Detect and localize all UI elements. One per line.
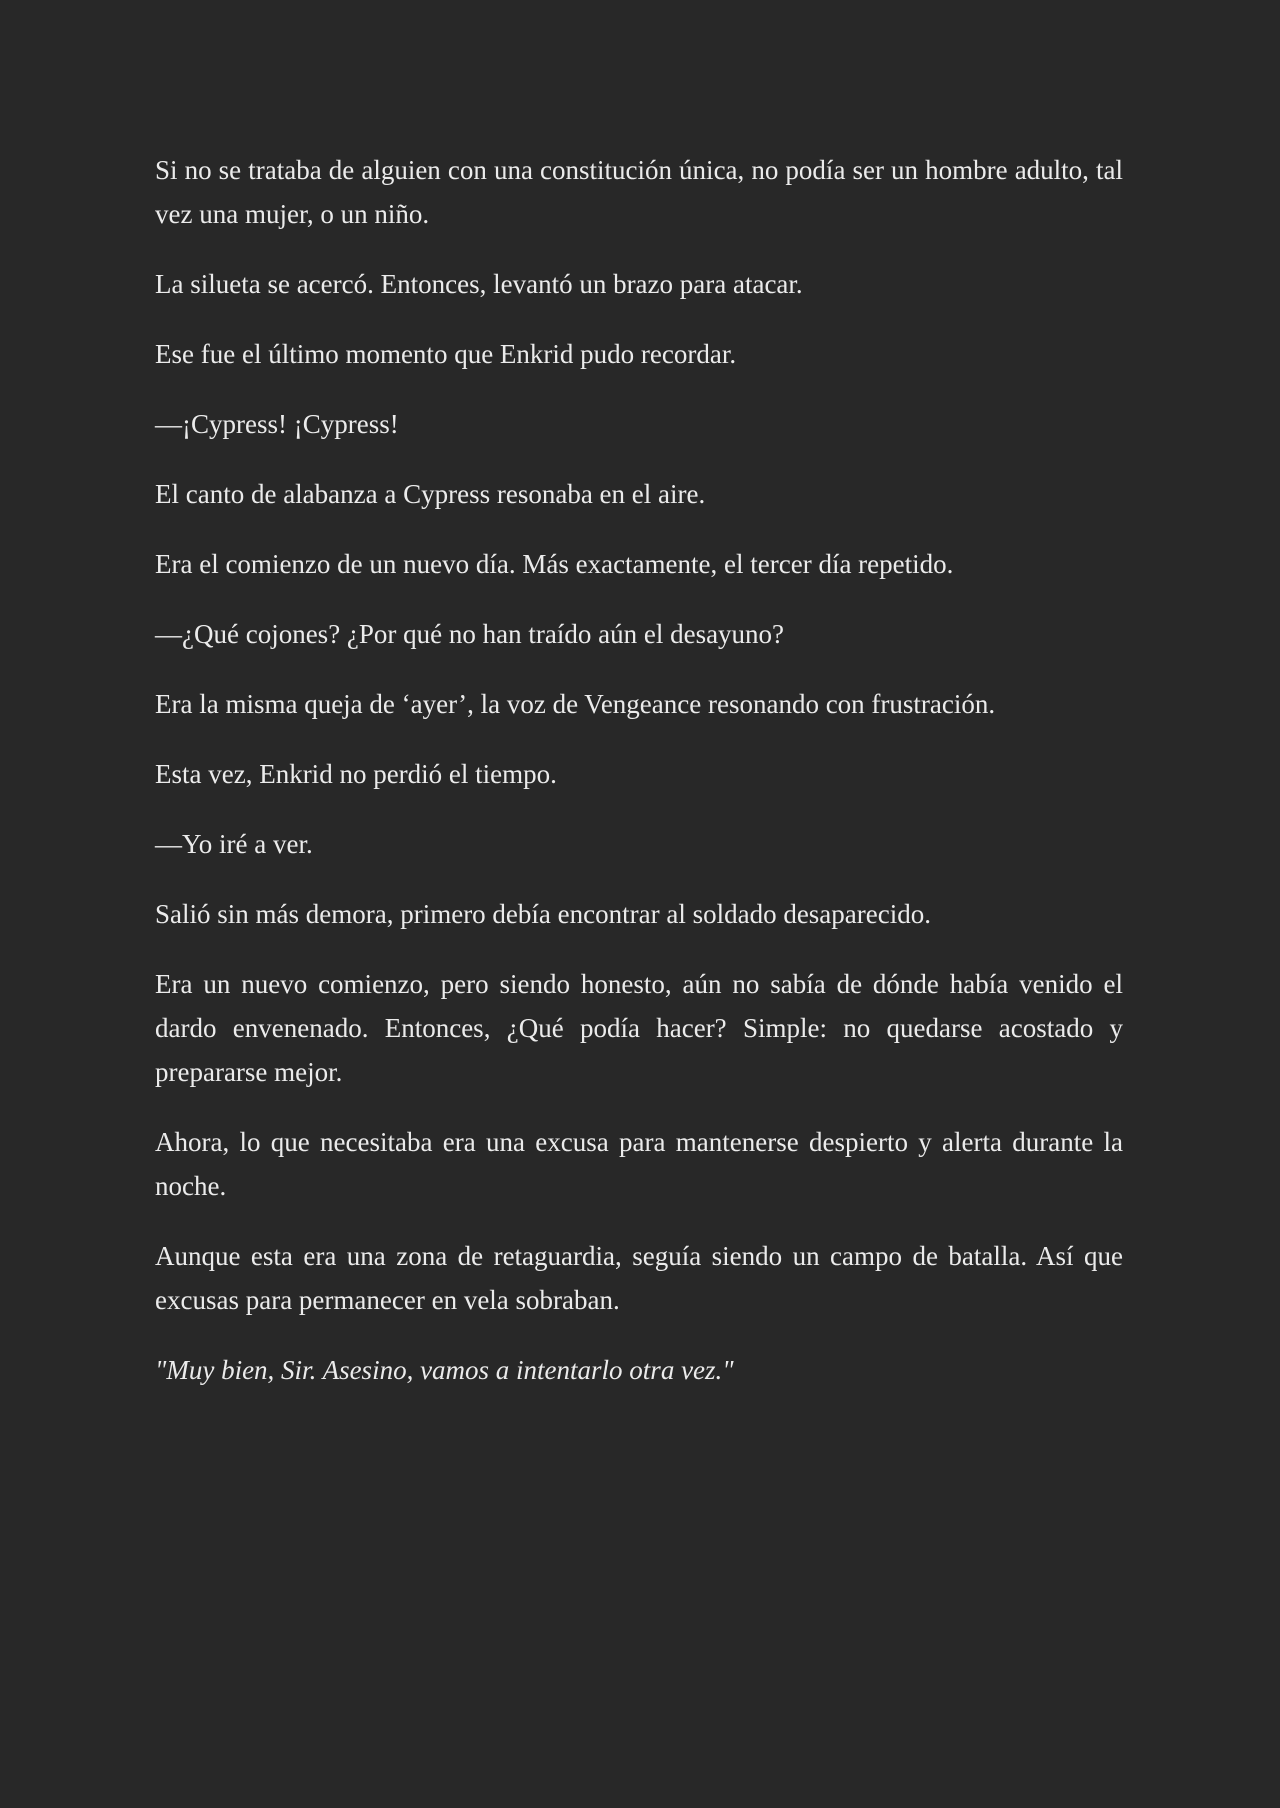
dialogue-yo-ire-a-ver: —Yo iré a ver.	[155, 829, 313, 859]
dialogue-cypress-chant: —¡Cypress! ¡Cypress!	[155, 409, 399, 439]
paragraph-14: Aunque esta era una zona de retaguardia, seguía siendo un campo de batalla. Así que excusas para permanecer en vela sobraban.	[155, 1241, 1123, 1315]
paragraph-1: Si no se trataba de alguien con una constitución única, no podía ser un hombre adulto, tal vez una mujer, o un niño.	[155, 155, 1123, 229]
paragraph-9: Esta vez, Enkrid no perdió el tiempo.	[155, 759, 557, 789]
inner-thought-italic: "Muy bien, Sir. Asesino, vamos a intentarlo otra vez."	[155, 1355, 734, 1385]
paragraph-2: La silueta se acercó. Entonces, levantó un brazo para atacar.	[155, 269, 803, 299]
paragraph-8: Era la misma queja de ‘ayer’, la voz de Vengeance resonando con frustración.	[155, 689, 996, 719]
chapter-text	[155, 148, 1123, 1418]
paragraph-13: Ahora, lo que necesitaba era una excusa para mantenerse despierto y alerta durante la noche.	[155, 1127, 1123, 1201]
paragraph-5: El canto de alabanza a Cypress resonaba en el aire.	[155, 479, 706, 509]
paragraph-6: Era el comienzo de un nuevo día. Más exactamente, el tercer día repetido.	[155, 549, 954, 579]
paragraph-3: Ese fue el último momento que Enkrid pudo recordar.	[155, 339, 737, 369]
dialogue-breakfast-complaint: —¿Qué cojones? ¿Por qué no han traído aún el desayuno?	[155, 619, 785, 649]
paragraph-12: Era un nuevo comienzo, pero siendo honesto, aún no sabía de dónde había venido el dardo envenenado. Entonces, ¿Qué podía hacer? Simple: no quedarse acostado y prepararse mejor.	[155, 969, 1123, 1087]
paragraph-11: Salió sin más demora, primero debía encontrar al soldado desaparecido.	[155, 899, 931, 929]
